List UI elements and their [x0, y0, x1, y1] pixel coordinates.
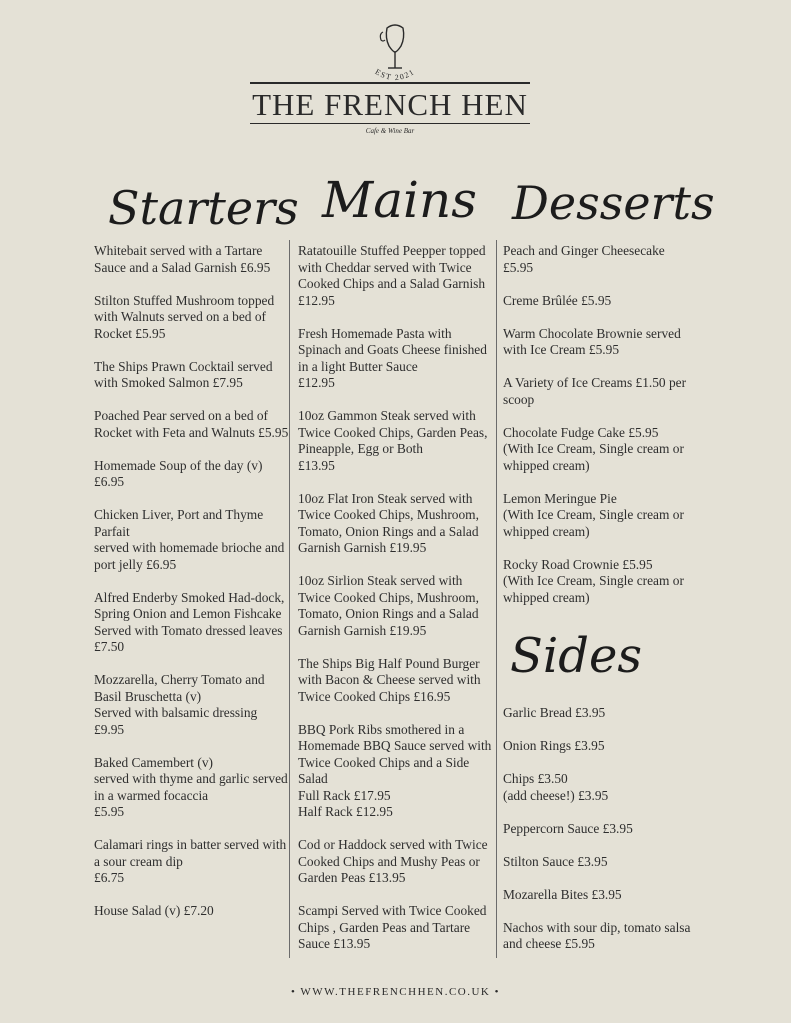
menu-item: Scampi Served with Twice Cooked Chips , Garden Peas and Tartare Sauce £13.95 — [298, 903, 487, 951]
mains-heading: Mains — [322, 171, 477, 229]
menu-item: The Ships Big Half Pound Burger with Bacon & Cheese served with Twice Cooked Chips £16.95 — [298, 655, 481, 704]
menu-item: 10oz Sirlion Steak served with Twice Cooked Chips, Mushroom, Tomato, Onion Rings and a Salad Garnish Garnish £19.95 — [298, 573, 479, 638]
menu-item: The Ships Prawn Cocktail served with Smoked Salmon £7.95 — [94, 358, 273, 390]
sides-list — [503, 705, 699, 969]
menu-item: Cod or Haddock served with Twice Cooked Chips and Mushy Peas or Garden Peas £13.95 — [298, 837, 488, 885]
menu-item: 10oz Flat Iron Steak served with Twice Cooked Chips, Mushroom, Tomato, Onion Rings and a Salad Garnish Garnish £19.95 — [298, 490, 479, 555]
menu-item: House Salad (v) £7.20 — [94, 903, 214, 918]
menu-item: Poached Pear served on a bed of Rocket with Feta and Walnuts £5.95 — [94, 408, 289, 440]
menu-item: A Variety of Ice Creams £1.50 per scoop — [503, 375, 687, 407]
menu-item: Chocolate Fudge Cake £5.95 (With Ice Cream, Single cream or whipped cream) — [503, 424, 684, 473]
menu-item: Garlic Bread £3.95 — [503, 705, 606, 720]
menu-item: Mozarella Bites £3.95 — [503, 886, 622, 902]
sides-heading: Sides — [510, 628, 642, 684]
menu-item: Peach and Ginger Cheesecake £5.95 — [503, 243, 665, 275]
menu-item: Ratatouille Stuffed Peepper topped with Cheddar served with Twice Cooked Chips and a Salad Garnish £12.95 — [298, 243, 486, 308]
menu-item: Chicken Liver, Port and Thyme Parfait served with homemade brioche and port jelly £6.95 — [94, 507, 285, 572]
svg-text:EST 2021: EST 2021 — [373, 67, 417, 83]
desserts-list — [503, 243, 699, 623]
brand-name: THE FRENCH HEN — [252, 87, 528, 122]
mains-list — [298, 243, 494, 969]
menu-item: Chips £3.50 (add cheese!) £3.95 — [503, 771, 609, 803]
logo — [240, 20, 550, 135]
menu-item: Stilton Sauce £3.95 — [503, 853, 608, 869]
menu-item: Alfred Enderby Smoked Had-dock, Spring Onion and Lemon Fishcake Served with Tomato dressed leaves £7.50 — [94, 589, 285, 654]
menu-item: Peppercorn Sauce £3.95 — [503, 820, 633, 836]
menu-item: Stilton Stuffed Mushroom topped with Walnuts served on a bed of Rocket £5.95 — [94, 292, 275, 341]
menu-item: Warm Chocolate Brownie served with Ice Cream £5.95 — [503, 325, 681, 357]
starters-list — [94, 243, 290, 936]
brand-tagline: Cafe & Wine Bar — [365, 127, 415, 135]
website-url: • WWW.THEFRENCHHEN.CO.UK • — [291, 986, 500, 998]
menu-item: Fresh Homemade Pasta with Spinach and Goats Cheese finished in a light Butter Sauce £12.95 — [298, 325, 487, 390]
menu-item: Nachos with sour dip, tomato salsa and cheese £5.95 — [503, 919, 691, 951]
menu-item: Creme Brûlée £5.95 — [503, 292, 612, 308]
starters-heading: Starters — [108, 181, 299, 235]
menu-item: BBQ Pork Ribs smothered in a Homemade BBQ Sauce served with Twice Cooked Chips and a Side Salad Full Rack £17.95 Half Rack £12.95 — [298, 721, 492, 819]
menu-item: Rocky Road Crownie £5.95 (With Ice Cream, Single cream or whipped cream) — [503, 556, 684, 605]
menu-item: 10oz Gammon Steak served with Twice Cooked Chips, Garden Peas, Pineapple, Egg or Both £13.95 — [298, 408, 488, 473]
menu-item: Baked Camembert (v) served with thyme and garlic served in a warmed focaccia £5.95 — [94, 754, 288, 819]
menu-item: Whitebait served with a Tartare Sauce and a Salad Garnish £6.95 — [94, 243, 271, 275]
logo-top-rule — [250, 82, 530, 84]
menu-item: Homemade Soup of the day (v) £6.95 — [94, 457, 263, 489]
desserts-heading: Desserts — [512, 176, 715, 230]
menu-item: Calamari rings in batter served with a sour cream dip £6.75 — [94, 837, 287, 885]
menu-item: Mozzarella, Cherry Tomato and Basil Bruschetta (v) Served with balsamic dressing £9.95 — [94, 672, 265, 737]
column-divider — [496, 240, 497, 958]
logo-bottom-rule — [250, 123, 530, 124]
menu-item: Lemon Meringue Pie (With Ice Cream, Single cream or whipped cream) — [503, 490, 684, 539]
menu-item: Onion Rings £3.95 — [503, 738, 605, 753]
